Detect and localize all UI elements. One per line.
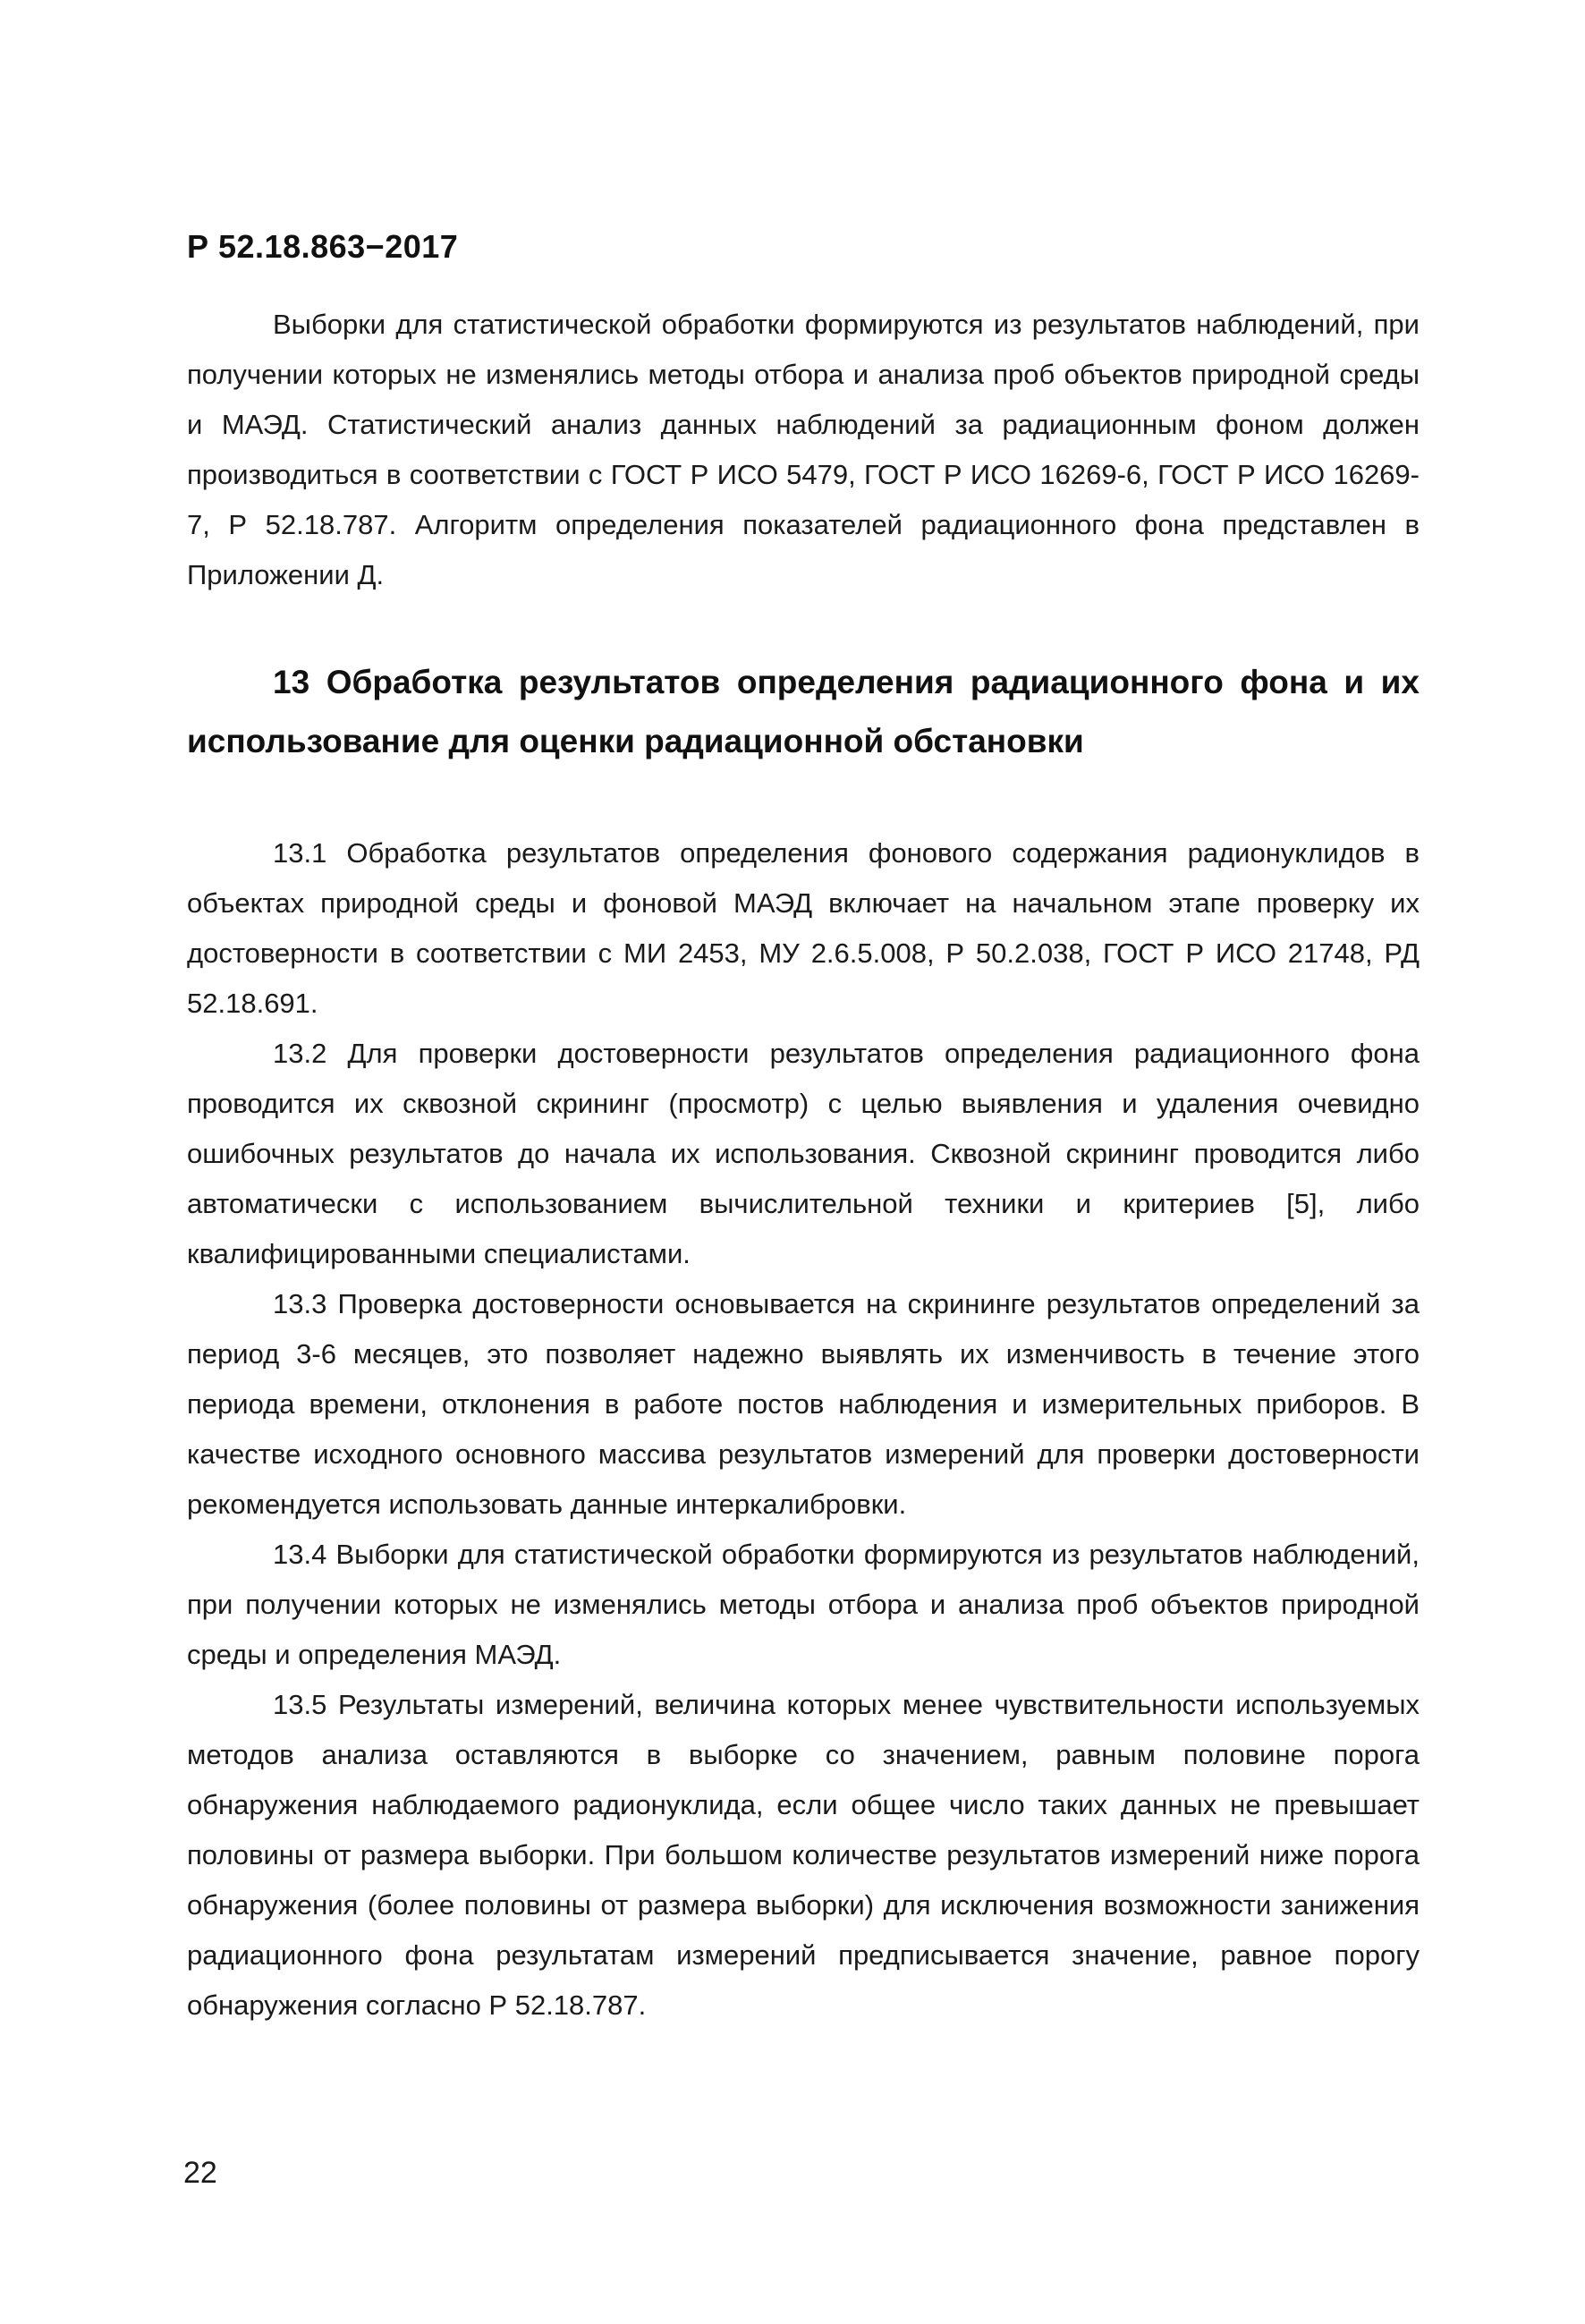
intro-paragraph: Выборки для статистической обработки формируются из результатов наблюдений, при получении которых не изменялись методы отбора и анализа проб объектов природной среды и МАЭД. Статистический анализ данных наблюдений за радиационным фоном должен производиться в соответствии с ГОСТ Р ИСО 5479, ГОСТ Р ИСО 16269-6, ГОСТ Р ИСО 16269-7, Р 52.18.787. Алгоритм определения показателей радиационного фона представлен в Приложении Д. bbox=[187, 309, 1420, 590]
paragraph-13-3: 13.3 Проверка достоверности основывается на скрининге результатов определений за период 3-6 месяцев, это позволяет надежно выявлять их изменчивость в течение этого периода времени, отклонения в работе постов наблюдения и измерительных приборов. В качестве исходного основного массива результатов измерений для проверки достоверности рекомендуется использовать данные интеркалибровки. bbox=[187, 1288, 1420, 1520]
paragraph-13-1: 13.1 Обработка результатов определения фонового содержания радионуклидов в объектах природной среды и фоновой МАЭД включает на начальном этапе проверку их достоверности в соответствии с МИ 2453, МУ 2.6.5.008, Р 50.2.038, ГОСТ Р ИСО 21748, РД 52.18.691. bbox=[187, 837, 1420, 1019]
paragraph-13-5: 13.5 Результаты измерений, величина которых менее чувствительности используемых методов анализа оставляются в выборке со значением, равным половине порога обнаружения наблюдаемого радионуклида, если общее число таких данных не превышает половины от размера выборки. При большом количестве результатов измерений ниже порога обнаружения (более половины от размера выборки) для исключения возможности занижения радиационного фона результатам измерений предписывается значение, равное порогу обнаружения согласно Р 52.18.787. bbox=[187, 1689, 1420, 2021]
page-number: 22 bbox=[183, 2156, 217, 2190]
paragraph-13-2: 13.2 Для проверки достоверности результатов определения радиационного фона проводится их сквозной скрининг (просмотр) с целью выявления и удаления очевидно ошибочных результатов до начала их использования. Сквозной скрининг проводится либо автоматически с использованием вычислительной техники и критериев [5], либо квалифицированными специалистами. bbox=[187, 1038, 1420, 1269]
section-heading: 13 Обработка результатов определения радиационного фона и их использование для оценки радиационной обстановки bbox=[187, 664, 1420, 759]
document-code: Р 52.18.863−2017 bbox=[187, 228, 459, 265]
paragraph-13-4: 13.4 Выборки для статистической обработки формируются из результатов наблюдений, при получении которых не изменялись методы отбора и анализа проб объектов природной среды и определения МАЭД. bbox=[187, 1539, 1420, 1670]
